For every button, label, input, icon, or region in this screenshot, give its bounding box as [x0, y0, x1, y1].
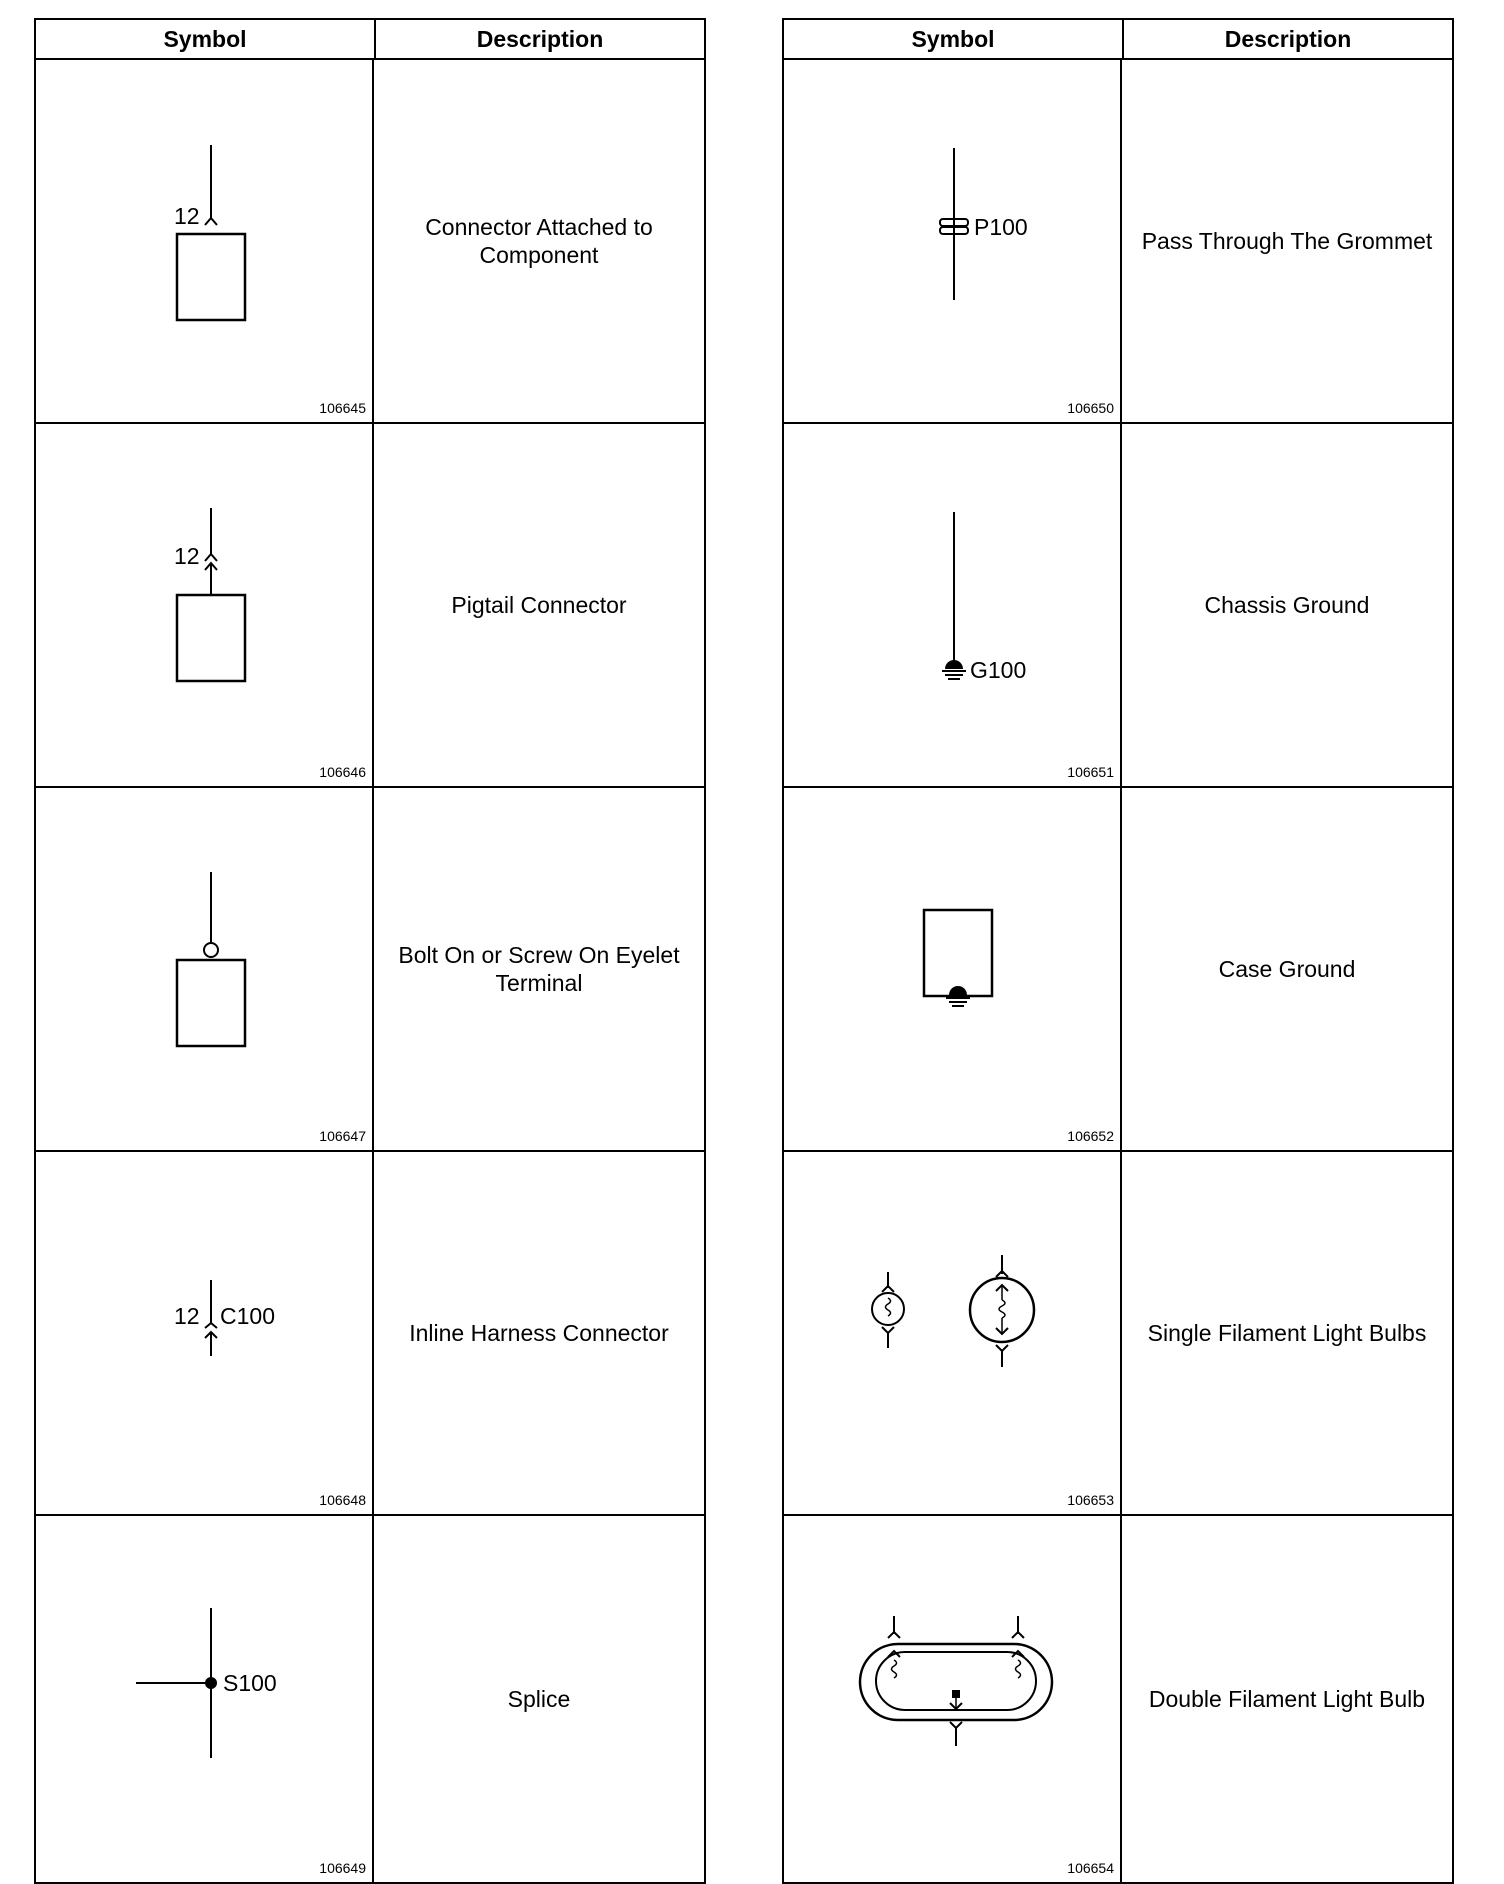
figure-number: 106645 — [319, 400, 366, 416]
single-filament-bulb-icon — [784, 1152, 1122, 1516]
description-cell — [1122, 424, 1452, 786]
symbol-column-header: Symbol — [36, 20, 376, 58]
symbol-description: Connector Attached to Component — [425, 214, 653, 268]
symbol-description: Pass Through The Grommet — [1141, 228, 1433, 254]
table-row — [784, 424, 1452, 788]
figure-number: 106652 — [1067, 1128, 1114, 1144]
splice-id-label: S100 — [223, 1670, 277, 1696]
inline-harness-connector-icon — [36, 1152, 374, 1516]
pin-number-label: 12 — [174, 543, 200, 569]
description-cell — [374, 788, 704, 1150]
connector-attached-icon — [36, 60, 374, 424]
symbol-cell — [784, 788, 1122, 1150]
description-cell — [374, 424, 704, 786]
symbol-description: Chassis Ground — [1204, 592, 1370, 618]
pin-number-label: 12 — [174, 203, 200, 229]
double-filament-bulb-icon — [784, 1516, 1122, 1880]
figure-number: 106647 — [319, 1128, 366, 1144]
symbol-cell — [784, 60, 1122, 422]
symbol-description: Case Ground — [1218, 956, 1356, 982]
symbol-description: Inline Harness Connector — [409, 1320, 669, 1346]
figure-number: 106646 — [319, 764, 366, 780]
description-column-header: Description — [1224, 25, 1352, 52]
description-cell — [374, 1516, 704, 1882]
figure-number: 106654 — [1067, 1860, 1114, 1876]
table-row — [36, 788, 704, 1152]
figure-number: 106653 — [1067, 1492, 1114, 1508]
left-symbol-table — [34, 18, 706, 1884]
figure-number: 106650 — [1067, 400, 1114, 416]
grommet-id-label: P100 — [974, 214, 1028, 240]
symbol-cell — [36, 1152, 374, 1514]
pin-number-label: 12 — [174, 1303, 200, 1329]
symbol-description: Pigtail Connector — [451, 592, 627, 618]
connector-id-label: C100 — [220, 1303, 275, 1329]
symbol-column-header: Symbol — [784, 20, 1124, 58]
symbol-description: Splice — [507, 1686, 571, 1712]
description-cell — [374, 1152, 704, 1514]
symbol-cell — [36, 60, 374, 422]
symbol-cell — [784, 1516, 1122, 1882]
case-ground-icon — [784, 788, 1122, 1152]
table-row — [36, 1516, 704, 1882]
table-header — [36, 20, 704, 60]
description-cell — [374, 60, 704, 422]
table-row — [784, 1516, 1452, 1882]
table-row — [784, 1152, 1452, 1516]
pigtail-connector-icon — [36, 424, 374, 788]
table-row — [784, 60, 1452, 424]
description-cell — [1122, 1152, 1452, 1514]
symbol-cell — [784, 424, 1122, 786]
description-cell — [1122, 60, 1452, 422]
symbol-description: Single Filament Light Bulbs — [1147, 1320, 1427, 1346]
description-cell — [1122, 788, 1452, 1150]
right-symbol-table — [782, 18, 1454, 1884]
splice-icon — [36, 1516, 374, 1880]
figure-number: 106651 — [1067, 764, 1114, 780]
table-header — [784, 20, 1452, 60]
figure-number: 106648 — [319, 1492, 366, 1508]
ground-id-label: G100 — [970, 657, 1027, 683]
symbol-cell — [36, 788, 374, 1150]
symbol-cell — [36, 424, 374, 786]
description-cell — [1122, 1516, 1452, 1882]
table-row — [36, 60, 704, 424]
figure-number: 106649 — [319, 1860, 366, 1876]
symbol-description: Bolt On or Screw On Eyelet Terminal — [398, 942, 680, 996]
chassis-ground-icon — [784, 424, 1122, 788]
symbol-cell — [36, 1516, 374, 1882]
table-row — [36, 1152, 704, 1516]
symbol-cell — [784, 1152, 1122, 1514]
description-column-header: Description — [476, 25, 604, 52]
grommet-icon — [784, 60, 1122, 424]
table-row — [36, 424, 704, 788]
table-row — [784, 788, 1452, 1152]
eyelet-terminal-icon — [36, 788, 374, 1152]
symbol-description: Double Filament Light Bulb — [1148, 1686, 1426, 1712]
